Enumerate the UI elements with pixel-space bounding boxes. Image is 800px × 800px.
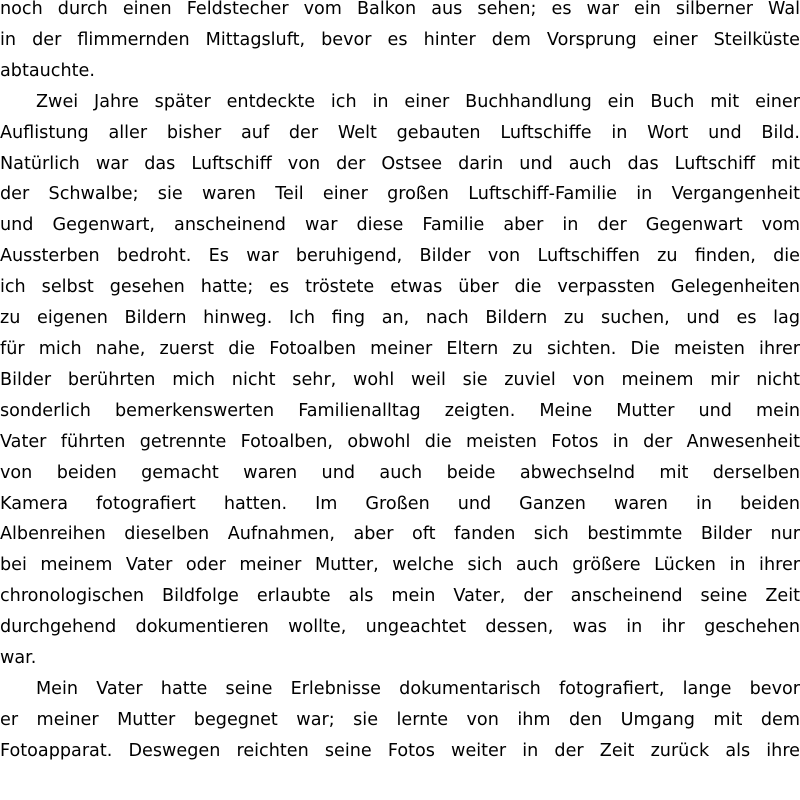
text-line: abtauchte. bbox=[0, 60, 95, 81]
text-line: Albenreihen dieselben Aufnahmen, aber oft fanden sich bestimmte Bilder nur bbox=[0, 524, 800, 545]
text-line: bei meinem Vater oder meiner Mutter, welche sich auch größere Lücken in ihrer bbox=[0, 555, 800, 576]
text-line: noch durch einen Feldstecher vom Balkon aus sehen; es war ein silberner Wal bbox=[0, 0, 800, 19]
text-line: zu eigenen Bildern hinweg. Ich fing an, nach Bildern zu suchen, und es lag bbox=[0, 308, 800, 329]
text-line: Aussterben bedroht. Es war beruhigend, Bilder von Luftschiffen zu finden, die bbox=[0, 246, 800, 267]
text-line: sonderlich bemerkenswerten Familienalltag zeigten. Meine Mutter und mein bbox=[0, 400, 800, 421]
text-line: der Schwalbe; sie waren Teil einer großen Luftschiff-Familie in Vergangenheit bbox=[0, 184, 800, 205]
text-line: Zwei Jahre später entdeckte ich in einer Buchhandlung ein Buch mit einer bbox=[36, 91, 800, 112]
text-line: Natürlich war das Luftschiff von der Ostsee darin und auch das Luftschiff mit bbox=[0, 153, 800, 174]
text-line: durchgehend dokumentieren wollte, ungeachtet dessen, was in ihr geschehen bbox=[0, 617, 800, 638]
text-line: in der flimmernden Mittagsluft, bevor es hinter dem Vorsprung einer Steilküste bbox=[0, 29, 800, 50]
text-line: von beiden gemacht waren und auch beide abwechselnd mit derselben bbox=[0, 462, 800, 483]
text-line: war. bbox=[0, 648, 37, 669]
text-line: Fotoapparat. Deswegen reichten seine Fotos weiter in der Zeit zurück als ihre bbox=[0, 740, 800, 761]
text-line: für mich nahe, zuerst die Fotoalben meiner Eltern zu sichten. Die meisten ihrer bbox=[0, 338, 800, 359]
text-line: Mein Vater hatte seine Erlebnisse dokumentarisch fotografiert, lange bevor bbox=[36, 678, 800, 699]
text-line: ich selbst gesehen hatte; es tröstete etwas über die verpassten Gelegenheiten bbox=[0, 277, 800, 298]
text-line: und Gegenwart, anscheinend war diese Familie aber in der Gegenwart vom bbox=[0, 215, 800, 236]
text-line: Vater führten getrennte Fotoalben, obwohl die meisten Fotos in der Anwesenheit bbox=[0, 431, 800, 452]
text-line: Auflistung aller bisher auf der Welt gebauten Luftschiffe in Wort und Bild. bbox=[0, 122, 800, 143]
paragraph-buchhandlung bbox=[0, 87, 800, 674]
text-line: Kamera fotografiert hatten. Im Großen und Ganzen waren in beiden bbox=[0, 493, 800, 514]
text-line: chronologischen Bildfolge erlaubte als mein Vater, der anscheinend seine Zeit bbox=[0, 586, 800, 607]
paragraph-vater bbox=[0, 674, 800, 767]
text-line: er meiner Mutter begegnet war; sie lernte von ihm den Umgang mit dem bbox=[0, 709, 800, 730]
paragraph-balkon bbox=[0, 0, 800, 87]
text-line: Bilder berührten mich nicht sehr, wohl weil sie zuviel von meinem mir nicht bbox=[0, 369, 800, 390]
